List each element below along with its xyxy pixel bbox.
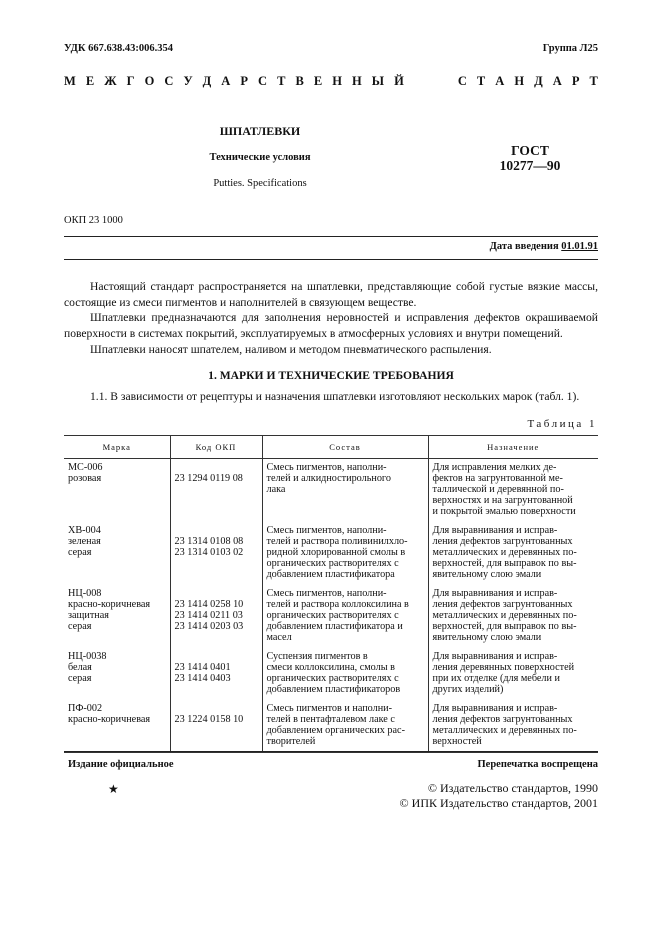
banner-letter: А — [495, 74, 505, 88]
cell-sostav — [262, 585, 428, 648]
cell-line: Для исправления мелких де- — [432, 462, 557, 473]
cell-line: серая — [68, 621, 92, 632]
cell-line: верхностей, для выправок по вы- — [432, 621, 577, 632]
cell-marka — [64, 522, 170, 585]
banner-letter: С — [457, 74, 467, 88]
cell-line: верхностях и на загрунтованной — [432, 495, 573, 506]
cell-line: телей и раствора коллоксилина в — [266, 599, 409, 610]
official-edition: Издание официальное — [68, 759, 174, 770]
cell-line: Суспензия пигментов в — [266, 651, 368, 662]
banner-letter: Н — [351, 74, 362, 88]
column-header-marka: Марка — [64, 436, 170, 459]
banner-letter: Т — [277, 74, 286, 88]
column-header-okp: Код ОКП — [170, 436, 262, 459]
group-code: Группа Л25 — [542, 43, 598, 54]
cell-sostav — [262, 700, 428, 753]
cell-naznachenie — [428, 700, 598, 753]
reprint-prohibited: Перепечатка воспрещена — [477, 759, 598, 770]
cell-line: Смесь пигментов, наполни- — [266, 525, 387, 536]
cell-line: МС-006 — [68, 462, 103, 473]
cell-line: 23 1414 0401 — [174, 662, 231, 673]
cell-line: 23 1224 0158 10 — [174, 714, 244, 725]
cell-line: Смесь пигментов и наполни- — [266, 703, 392, 714]
cell-line: Для выравнивания и исправ- — [432, 525, 558, 536]
banner-letter: А — [221, 74, 231, 88]
cell-marka — [64, 648, 170, 700]
cell-line: лака — [266, 484, 286, 495]
cell-line: металлических и деревянных по- — [432, 547, 577, 558]
cell-line: 23 1314 0103 02 — [174, 547, 244, 558]
cell-line: добавлением пластификатора и — [266, 621, 403, 632]
cell-line: Смесь пигментов, наполни- — [266, 588, 387, 599]
cell-line: масел — [266, 632, 292, 643]
banner-letter: М — [64, 74, 76, 88]
paragraph: Шпатлевки предназначаются для заполнения неровностей и исправления дефектов окрашиваемой поверхности в системах покрытий, эксплуатируемых в атмосферных условиях и внутри помещений. — [64, 311, 598, 340]
cell-okp — [170, 585, 262, 648]
banner-gap — [414, 74, 448, 89]
cell-okp — [170, 522, 262, 585]
document-subtitle: Технические условия — [209, 152, 311, 163]
cell-line: ления дефектов загрунтованных — [432, 599, 573, 610]
banner-letter: С — [258, 74, 268, 88]
banner-letter: У — [183, 74, 193, 88]
banner-letter: Ж — [104, 74, 117, 88]
divider — [64, 259, 598, 260]
cell-sostav — [262, 459, 428, 523]
cell-line: 23 1414 0403 — [174, 673, 231, 684]
banner-letter: Н — [332, 74, 342, 88]
cell-line: Смесь пигментов, наполни- — [266, 462, 387, 473]
cell-line: других изделий) — [432, 684, 504, 695]
cell-line: Для выравнивания и исправ- — [432, 651, 558, 662]
cell-line: органических растворителях с — [266, 673, 399, 684]
cell-line: 23 1294 0119 08 — [174, 473, 243, 484]
table-row — [64, 522, 598, 585]
divider — [64, 751, 598, 752]
paragraph: Шпатлевки наносят шпателем, наливом и методом пневматического распыления. — [90, 343, 492, 356]
cell-line: при их отделке (для мебели и — [432, 673, 560, 684]
section-heading: 1. МАРКИ И ТЕХНИЧЕСКИЕ ТРЕБОВАНИЯ — [208, 369, 454, 382]
table-row — [64, 700, 598, 753]
gost-number — [470, 143, 590, 173]
cell-okp — [170, 459, 262, 523]
cell-line: таллической и деревянной по- — [432, 484, 564, 495]
cell-line: верхностей, для выправок по вы- — [432, 558, 577, 569]
cell-line: телей и алкидностирольного — [266, 473, 391, 484]
cell-okp — [170, 700, 262, 753]
cell-line: 23 1414 0203 03 — [174, 621, 244, 632]
introduction-date — [490, 241, 598, 252]
udk-code: УДК 667.638.43:006.354 — [64, 43, 173, 54]
banner-letter: В — [295, 74, 304, 88]
english-title: Putties. Specifications — [213, 178, 307, 189]
cell-line — [175, 525, 258, 536]
banner-letter: Д — [202, 74, 212, 88]
cell-line: явительному слою эмали — [432, 632, 542, 643]
cell-line: НЦ-008 — [68, 588, 102, 599]
table-header-row — [64, 436, 598, 459]
banner-letter: Ы — [371, 74, 385, 88]
banner-letter: Е — [313, 74, 323, 88]
cell-sostav — [262, 648, 428, 700]
copyright-1990: © Издательство стандартов, 1990 — [427, 781, 598, 795]
gost-code: 10277—90 — [499, 158, 561, 173]
introduction-date-value: 01.01.91 — [561, 241, 598, 252]
cell-marka — [64, 459, 170, 523]
cell-line: ления дефектов загрунтованных — [432, 536, 573, 547]
column-header-naznachenie: Назначение — [428, 436, 598, 459]
paragraph: Настоящий стандарт распространяется на шпатлевки, представляющие собой густые вязкие массы, состоящие из смеси пигментов и наполнителей в связующем веществе. — [64, 280, 598, 309]
banner-letter: Д — [534, 74, 543, 88]
clause-1-1: 1.1. В зависимости от рецептуры и назначения шпатлевки изготовляют нескольких марок (табл. 1). — [90, 390, 580, 403]
cell-line: верхностей — [432, 736, 482, 747]
cell-line: защитная — [68, 610, 109, 621]
banner-letter: Т — [476, 74, 486, 88]
cell-line — [175, 651, 258, 662]
cell-line: органических растворителях с — [266, 610, 399, 621]
cell-line — [175, 703, 258, 714]
cell-line: органических растворителях с — [266, 558, 399, 569]
cell-line: добавлением пластификатора — [266, 569, 395, 580]
cell-line: 23 1414 0211 03 — [174, 610, 243, 621]
cell-line: зеленая — [68, 536, 101, 547]
cell-line: 23 1414 0258 10 — [174, 599, 244, 610]
interstate-standard-banner — [64, 74, 598, 89]
cell-line: красно-коричневая — [68, 714, 151, 725]
putty-grades-table — [64, 435, 598, 753]
cell-naznachenie — [428, 459, 598, 523]
cell-marka — [64, 700, 170, 753]
banner-letter: Р — [571, 74, 580, 88]
table-row — [64, 459, 598, 523]
cell-naznachenie — [428, 522, 598, 585]
cell-line: ления деревянных поверхностей — [432, 662, 575, 673]
banner-letter: А — [552, 74, 562, 88]
divider — [64, 236, 598, 237]
document-title: ШПАТЛЕВКИ — [219, 124, 301, 138]
cell-sostav — [262, 522, 428, 585]
cell-marka — [64, 585, 170, 648]
cell-line: металлических и деревянных по- — [432, 725, 577, 736]
cell-line: ХВ-004 — [68, 525, 101, 536]
cell-line — [175, 462, 258, 473]
star-icon: ★ — [108, 782, 119, 796]
cell-okp — [170, 648, 262, 700]
cell-line: серая — [68, 547, 92, 558]
cell-line: телей в пентафталевом лаке с — [266, 714, 395, 725]
introduction-date-label: Дата введения — [489, 241, 559, 252]
banner-letter: Й — [394, 74, 404, 88]
cell-line — [175, 588, 258, 599]
cell-line: 23 1314 0108 08 — [174, 536, 244, 547]
okp-code: ОКП 23 1000 — [64, 215, 123, 226]
banner-letter: Г — [126, 74, 135, 88]
cell-line: белая — [68, 662, 92, 673]
cell-line: и покрытой эмалью поверхности — [432, 506, 576, 517]
cell-line: явительному слою эмали — [432, 569, 542, 580]
cell-naznachenie — [428, 648, 598, 700]
table-row — [64, 648, 598, 700]
copyright-2001: © ИПК Издательство стандартов, 2001 — [399, 796, 598, 810]
banner-letter: Е — [85, 74, 95, 88]
cell-line: добавлением органических рас- — [266, 725, 405, 736]
cell-line: телей и раствора поливинилхло- — [266, 536, 408, 547]
cell-line: металлических и деревянных по- — [432, 610, 577, 621]
cell-line: НЦ-0038 — [68, 651, 107, 662]
cell-line: добавлением пластификаторов — [266, 684, 401, 695]
cell-naznachenie — [428, 585, 598, 648]
table-caption: Таблица 1 — [527, 418, 597, 430]
column-header-sostav: Состав — [262, 436, 428, 459]
cell-line: розовая — [68, 473, 102, 484]
banner-letter: Н — [514, 74, 525, 88]
cell-line: ридной хлорированной смолы в — [266, 547, 406, 558]
cell-line: Для выравнивания и исправ- — [432, 703, 558, 714]
banner-letter: С — [164, 74, 174, 88]
cell-line: творителей — [266, 736, 316, 747]
cell-line: ления дефектов загрунтованных — [432, 714, 573, 725]
gost-label: ГОСТ — [511, 143, 549, 158]
cell-line: ПФ-002 — [68, 703, 103, 714]
banner-letter: О — [144, 74, 155, 88]
banner-letter: Т — [589, 74, 598, 88]
cell-line: смеси коллоксилина, смолы в — [266, 662, 395, 673]
cell-line: фектов на загрунтованной ме- — [432, 473, 563, 484]
cell-line: красно-коричневая — [68, 599, 151, 610]
banner-letter: Р — [240, 74, 248, 88]
cell-line: Для выравнивания и исправ- — [432, 588, 558, 599]
table-row — [64, 585, 598, 648]
cell-line: серая — [68, 673, 92, 684]
